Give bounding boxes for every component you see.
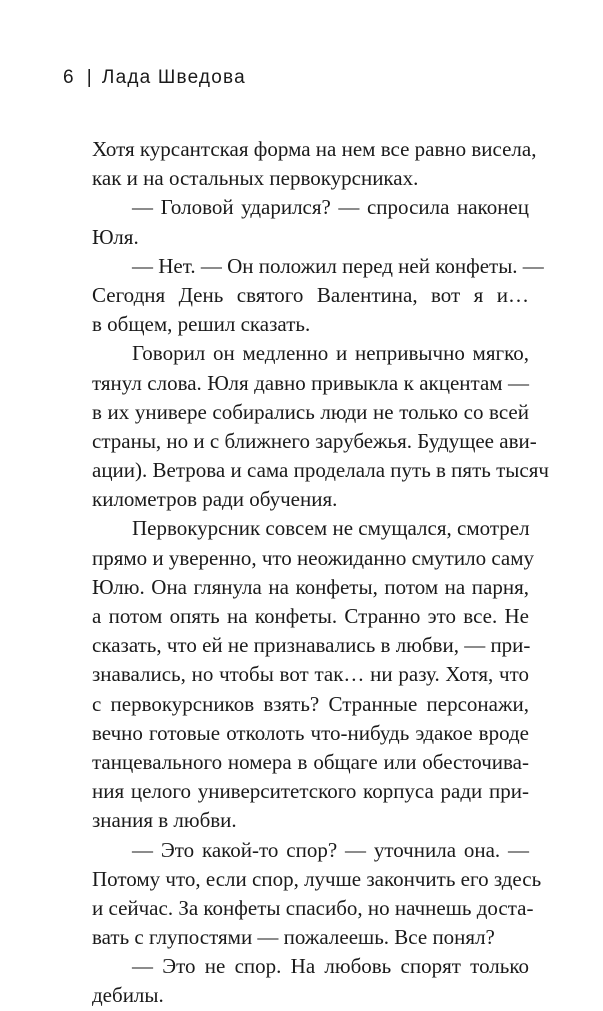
- text-line: танцевального номера в общаге или обесточива-: [92, 749, 529, 774]
- text-line: Юлю. Она глянула на конфеты, потом на парня,: [92, 574, 529, 599]
- text-line: — Головой ударился? — спросила наконец: [132, 195, 529, 220]
- text-line: а потом опять на конфеты. Странно это все. Не: [92, 604, 529, 628]
- text-line: Хотя курсантская форма на нем все равно висела,: [92, 137, 537, 161]
- text-line: сказать, что ей не признавались в любви, — при-: [92, 633, 531, 658]
- text-line: в их универе собирались люди не только со всей: [92, 399, 529, 424]
- text-line: ации). Ветрова и сама проделала путь в пять тысяч: [92, 458, 549, 483]
- text-line: знавались, но чтобы вот так… ни разу. Хотя, что: [92, 662, 529, 687]
- text-line: ния целого университетского корпуса ради при-: [92, 779, 529, 804]
- text-line: прямо и уверенно, что неожиданно смутило саму: [92, 545, 535, 570]
- text-line: Говорил он медленно и непривычно мягко,: [132, 341, 529, 366]
- text-line: страны, но и с ближнего зарубежья. Будущее ави-: [92, 428, 537, 453]
- text-line: вечно готовые отколоть что-нибудь эдакое вроде: [92, 720, 529, 745]
- author-name: Лада Шведова: [101, 67, 246, 88]
- text-line: знания в любви.: [92, 808, 237, 833]
- text-line: тянул слова. Юля давно привыкла к акцентам —: [92, 370, 529, 395]
- running-head: [63, 67, 246, 89]
- text-line: Потому что, если спор, лучше закончить его здесь: [92, 866, 542, 891]
- page-number: 6: [63, 67, 75, 88]
- text-line: вать с глупостями — пожалеешь. Все понял?: [92, 925, 495, 950]
- text-line: — Это не спор. На любовь спорят только: [132, 954, 529, 979]
- text-line: как и на остальных первокурсниках.: [92, 166, 419, 191]
- text-line: с первокурсников взять? Странные персонажи,: [92, 691, 529, 716]
- page-text: [92, 135, 549, 1011]
- text-line: в общем, решил сказать.: [92, 312, 311, 337]
- text-line: Первокурсник совсем не смущался, смотрел: [132, 516, 530, 541]
- text-line: и сейчас. За конфеты спасибо, но начнешь доста-: [92, 895, 534, 920]
- text-line: — Нет. — Он положил перед ней конфеты. —: [132, 253, 544, 278]
- text-line: — Это какой-то спор? — уточнила она. —: [132, 837, 529, 862]
- text-line: дебилы.: [92, 983, 164, 1008]
- text-line: Сегодня День святого Валентина, вот я и…: [92, 282, 529, 307]
- text-line: Юля.: [92, 224, 139, 249]
- header-separator: |: [86, 67, 93, 88]
- text-line: километров ради обучения.: [92, 487, 338, 512]
